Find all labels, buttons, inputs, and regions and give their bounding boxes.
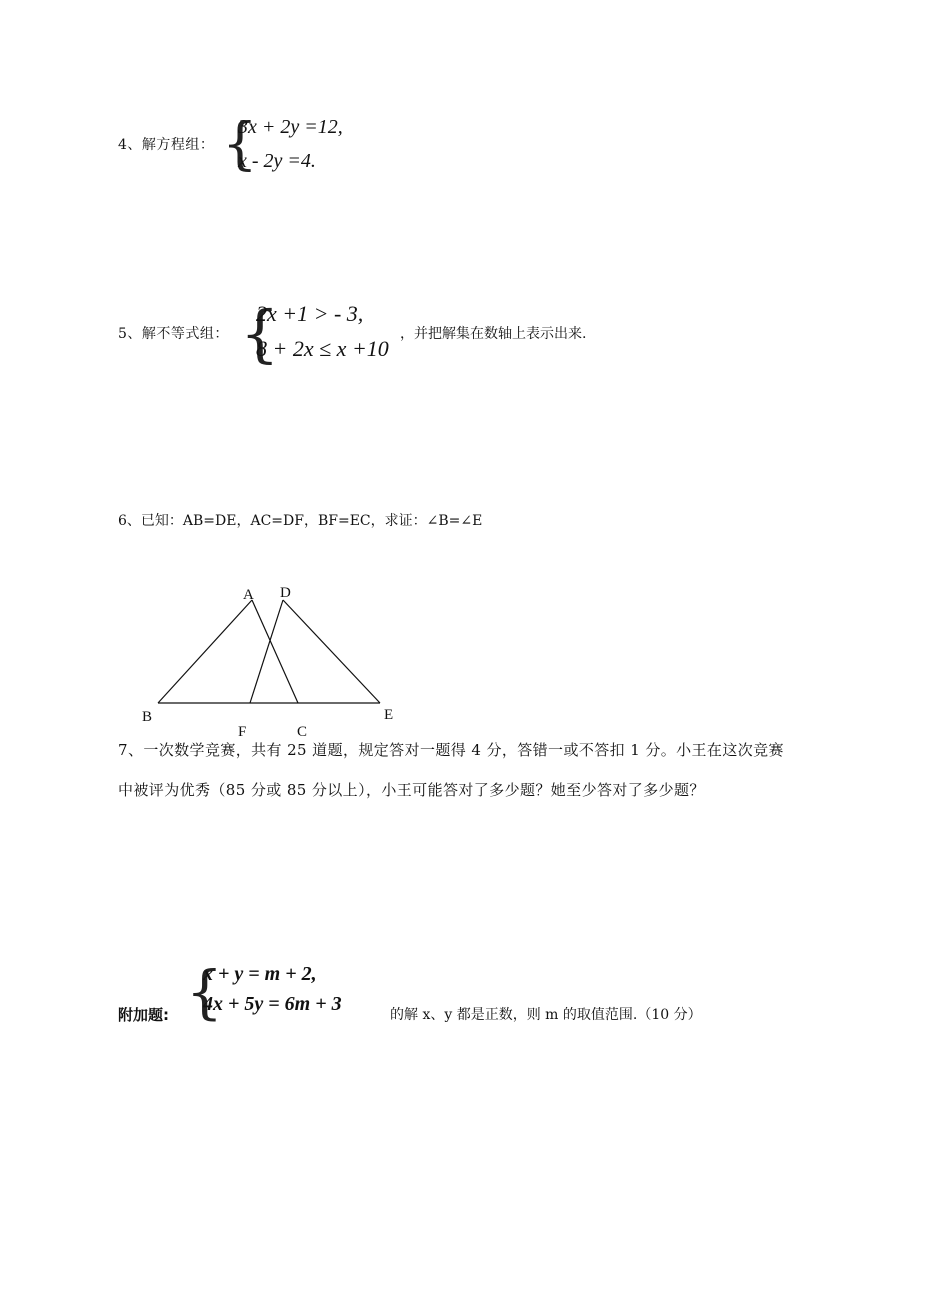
point-label-F: F	[238, 724, 247, 740]
q7-line-2: 中被评为优秀（85 分或 85 分以上），小王可能答对了多少题？她至少答对了多少题？	[118, 781, 705, 799]
q4-label: 4、解方程组：	[118, 137, 215, 153]
bonus-label: 附加题:	[118, 1006, 169, 1024]
q5-inequality-2: 8 + 2x ≤ x +10	[256, 336, 389, 361]
q7-line-1: 7、一次数学竞赛，共有 25 道题，规定答对一题得 4 分，答错一或不答扣 1 分。小王在这次竞赛	[118, 741, 784, 759]
q4-equation-2: x - 2y =4.	[238, 150, 316, 172]
point-label-E: E	[384, 707, 394, 723]
point-label-A: A	[243, 587, 254, 603]
segment-AC	[252, 600, 298, 703]
point-label-C: C	[297, 724, 308, 740]
segment-BA	[158, 600, 252, 703]
q4-brace: {	[222, 112, 258, 177]
q5-brace: {	[240, 297, 280, 370]
bonus-suffix: 的解 x、y 都是正数，则 m 的取值范围.（10 分）	[390, 1007, 702, 1023]
segment-FD	[250, 600, 283, 703]
point-label-B: B	[142, 709, 153, 725]
q5-label: 5、解不等式组：	[118, 326, 229, 342]
point-label-D: D	[280, 585, 291, 601]
bonus-equation-2: 4x + 5y = 6m + 3	[203, 993, 342, 1015]
q6-statement: 6、已知：AB=DE，AC=DF，BF=EC，求证：∠B=∠E	[118, 513, 483, 529]
q5-suffix: ，并把解集在数轴上表示出来.	[400, 326, 587, 342]
bonus-equation-1: x + y = m + 2,	[203, 963, 317, 985]
q5-inequality-1: 2x +1 > - 3,	[256, 301, 364, 326]
q4-equation-1: 3x + 2y =12,	[238, 116, 343, 138]
bonus-brace: {	[186, 958, 223, 1026]
segment-DE	[283, 600, 380, 703]
